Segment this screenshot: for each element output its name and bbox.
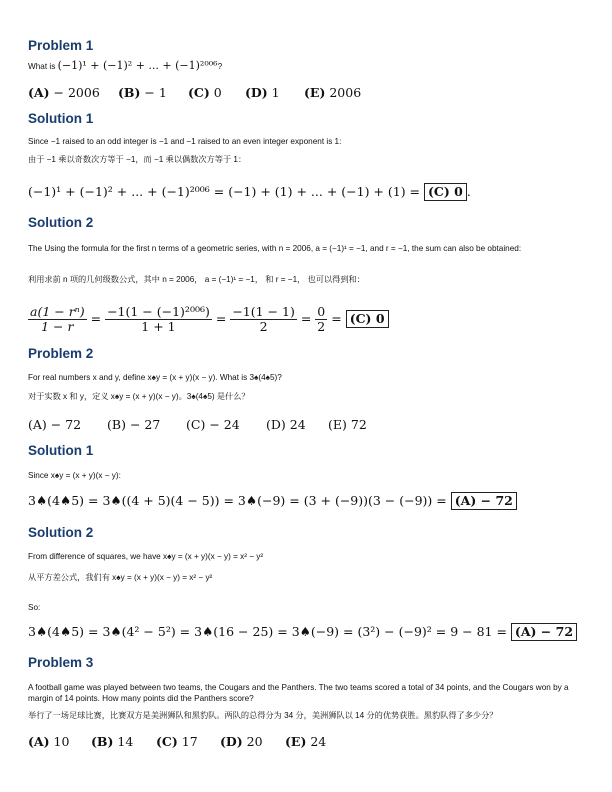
problem-2-solution-1-text: Since x♠y = (x + y)(x − y): (28, 471, 121, 480)
so-label: So: (28, 603, 41, 612)
equation-lhs: 3♠(4♠5) = 3♠(4² − 5²) = 3♠(16 − 25) = 3♠(−9) = (3²) − (−9)² = 9 − 81 = (28, 624, 507, 639)
problem-2-text-en: For real numbers x and y, define x♠y = (x + y)(x − y). What is 3♠(4♠5)? (28, 373, 282, 382)
problem-3-heading: Problem 3 (28, 655, 94, 670)
equation-lhs: 3♠(4♠5) = 3♠((4 + 5)(4 − 5)) = 3♠(−9) = (3 + (−9))(3 − (−9)) = (28, 493, 447, 508)
choice-c: (C) − 24 (186, 417, 240, 432)
choice-b: (B) 14 (91, 734, 134, 749)
problem-2-heading: Problem 2 (28, 346, 94, 361)
problem-2-solution-2-heading: Solution 2 (28, 525, 94, 540)
problem-2-solution-1-equation (28, 491, 584, 511)
choice-e: (E) 2006 (304, 85, 362, 100)
solution-2-equation (28, 302, 584, 336)
problem-3-text-zh: 举行了一场足球比赛，比赛双方是美洲狮队和黑豹队。两队的总得分为 34 分，美洲狮队以 14 分的优势获胜。黑豹队得了多少分？ (28, 711, 498, 720)
solution-1-text-zh: 由于 −1 乘以奇数次方等于 −1，而 −1 乘以偶数次方等于 1： (28, 155, 247, 164)
choice-d: (D) 24 (266, 417, 306, 432)
choice-e: (E) 24 (285, 734, 327, 749)
problem-1-heading: Problem 1 (28, 38, 94, 53)
problem-2-choices (28, 416, 584, 434)
solution-1-text-en: Since −1 raised to an odd integer is −1 and −1 raised to an even integer exponent is 1: (28, 137, 342, 146)
problem-2-text-zh: 对于实数 x 和 y，定义 x♠y = (x + y)(x − y)。3♠(4♠5) 是什么？ (28, 392, 250, 401)
problem-2-solution-2-text-en: From difference of squares, we have x♠y = (x + y)(x − y) = x² − y² (28, 552, 264, 561)
choice-b: (B) − 27 (107, 417, 161, 432)
choice-d: (D) 20 (220, 734, 263, 749)
equals-sign: = (331, 311, 342, 326)
answer-box: (A) − 72 (451, 492, 517, 510)
choice-a: (A) 10 (28, 734, 70, 749)
solution-1-heading: Solution 1 (28, 111, 94, 126)
choice-d: (D) 1 (245, 85, 280, 100)
choice-e: (E) 72 (328, 417, 367, 432)
equals-sign: = (215, 311, 227, 326)
equation-lhs: (−1)¹ + (−1)² + ... + (−1)²⁰⁰⁶ = (−1) + (1) + ... + (−1) + (1) = (28, 184, 421, 199)
problem-1-choices (28, 84, 584, 102)
equals-sign: = (300, 311, 312, 326)
choice-c: (C) 0 (188, 85, 222, 100)
answer-box: (C) 0 (424, 183, 467, 201)
problem-2-solution-2-equation (28, 622, 584, 642)
fraction-substituted: $\frac{\text{−1(1 − (−1)²⁰⁰⁶)}}{1 + 1}$ (107, 304, 210, 334)
problem-2-solution-1-heading: Solution 1 (28, 443, 94, 458)
problem-3-choices (28, 733, 584, 751)
solution-2-text-en: The Using the formula for the first n terms of a geometric series, with n = 2006, a = (−1)¹ = −1, and r = −1, the sum can also be obtained: (28, 244, 522, 253)
fraction-final: $\frac{0}{2}$ (317, 304, 326, 334)
fraction-formula: $\frac{\text{a(1 − rⁿ)}}{1 - r}$ (30, 304, 85, 334)
problem-3-text-en: A football game was played between two teams, the Cougars and the Panthers. The two teams scored a total of 34 points, and the Cougars won by a margin of 14 points. How many points did the Panthers score? (28, 683, 569, 703)
choice-b: (B) − 1 (118, 85, 167, 100)
problem-1-question (28, 60, 584, 73)
answer-box: (C) 0 (346, 310, 389, 328)
solution-2-heading: Solution 2 (28, 215, 94, 230)
question-prefix: What is (28, 62, 56, 71)
choice-a: (A) − 2006 (28, 85, 100, 100)
question-suffix: ? (217, 62, 223, 71)
equation-end: . (466, 184, 471, 199)
choice-a: (A) − 72 (28, 417, 82, 432)
fraction-simplified: $\frac{-1(1 - 1)}{2}$ (232, 304, 295, 334)
answer-box: (A) − 72 (511, 623, 577, 641)
question-expression: (−1)¹ + (−1)² + ... + (−1)²⁰⁰⁶ (57, 59, 218, 72)
solution-1-equation (28, 182, 584, 202)
choice-c: (C) 17 (156, 734, 198, 749)
problem-2-solution-2-text-zh: 从平方差公式，我们有 x♠y = (x + y)(x − y) = x² − y² (28, 573, 213, 582)
solution-2-text-zh: 利用求前 n 项的几何级数公式，其中 n = 2006， a = (−1)¹ = −1， 和 r = −1， 也可以得到和： (28, 275, 365, 284)
equals-sign: = (90, 311, 102, 326)
